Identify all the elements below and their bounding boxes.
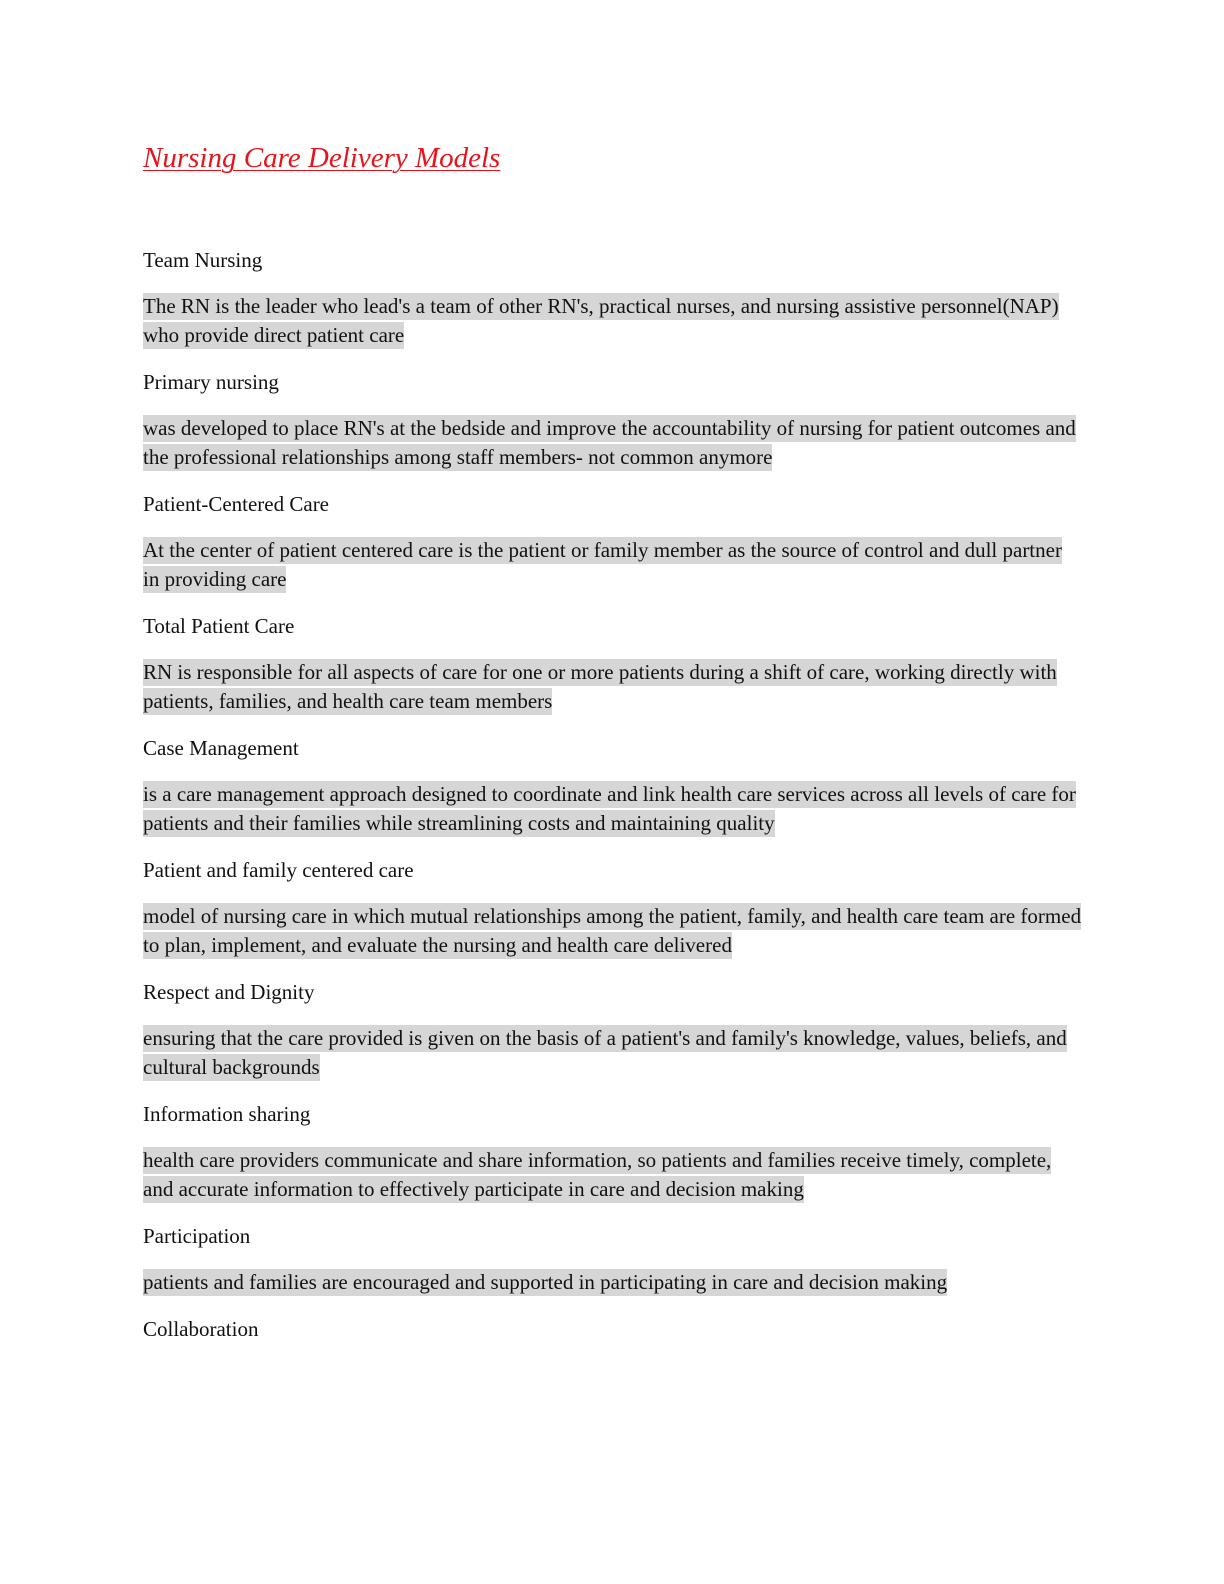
entry-definition <box>143 1024 1083 1082</box>
glossary-entry <box>143 732 1083 838</box>
definition-highlight: At the center of patient centered care is the patient or family member as the source of control and dull partner in providing care <box>143 538 1062 591</box>
entry-term: Respect and Dignity <box>143 980 315 1004</box>
entry-term: Total Patient Care <box>143 614 295 638</box>
document-title: Nursing Care Delivery Models <box>143 142 501 174</box>
entry-term: Participation <box>143 1224 251 1248</box>
entry-term: Team Nursing <box>143 248 263 272</box>
entry-term: Patient-Centered Care <box>143 492 330 516</box>
definition-highlight: patients and families are encouraged and supported in participating in care and decision making <box>143 1270 948 1294</box>
glossary-entry <box>143 1098 1083 1204</box>
definition-highlight: health care providers communicate and share information, so patients and families receive timely, complete, and accurate information to effectively participate in care and decision making <box>143 1148 1052 1201</box>
definition-highlight: is a care management approach designed to coordinate and link health care services across all levels of care for patients and their families while streamlining costs and maintaining quality <box>143 782 1076 835</box>
entry-definition <box>143 1146 1083 1204</box>
glossary-entry <box>143 1220 1083 1297</box>
entry-definition <box>143 536 1083 594</box>
entry-definition <box>143 1268 1083 1297</box>
entry-definition <box>143 902 1083 960</box>
entry-definition <box>143 658 1083 716</box>
definition-highlight: ensuring that the care provided is given on the basis of a patient's and family's knowledge, values, beliefs, and cultural backgrounds <box>143 1026 1067 1079</box>
entry-definition <box>143 414 1083 472</box>
entry-term: Patient and family centered care <box>143 858 414 882</box>
entry-term: Case Management <box>143 736 299 760</box>
glossary-entry <box>143 854 1083 960</box>
definition-highlight: model of nursing care in which mutual relationships among the patient, family, and health care team are formed to plan, implement, and evaluate the nursing and health care delivered <box>143 904 1082 957</box>
glossary-entry <box>143 488 1083 594</box>
glossary-entry <box>143 1313 1083 1345</box>
glossary-entry <box>143 244 1083 350</box>
entry-definition <box>143 292 1083 350</box>
glossary-entry <box>143 610 1083 716</box>
definition-highlight: RN is responsible for all aspects of care for one or more patients during a shift of care, working directly with patients, families, and health care team members <box>143 660 1057 713</box>
entry-definition <box>143 780 1083 838</box>
entry-term: Information sharing <box>143 1102 311 1126</box>
definition-highlight: The RN is the leader who lead's a team of other RN's, practical nurses, and nursing assistive personnel(NAP) who provide direct patient care <box>143 294 1059 347</box>
glossary-list <box>143 244 1083 1361</box>
entry-term: Primary nursing <box>143 370 279 394</box>
definition-highlight: was developed to place RN's at the bedside and improve the accountability of nursing for patient outcomes and the professional relationships among staff members- not common anymore <box>143 416 1076 469</box>
glossary-entry <box>143 366 1083 472</box>
entry-term: Collaboration <box>143 1317 259 1341</box>
glossary-entry <box>143 976 1083 1082</box>
